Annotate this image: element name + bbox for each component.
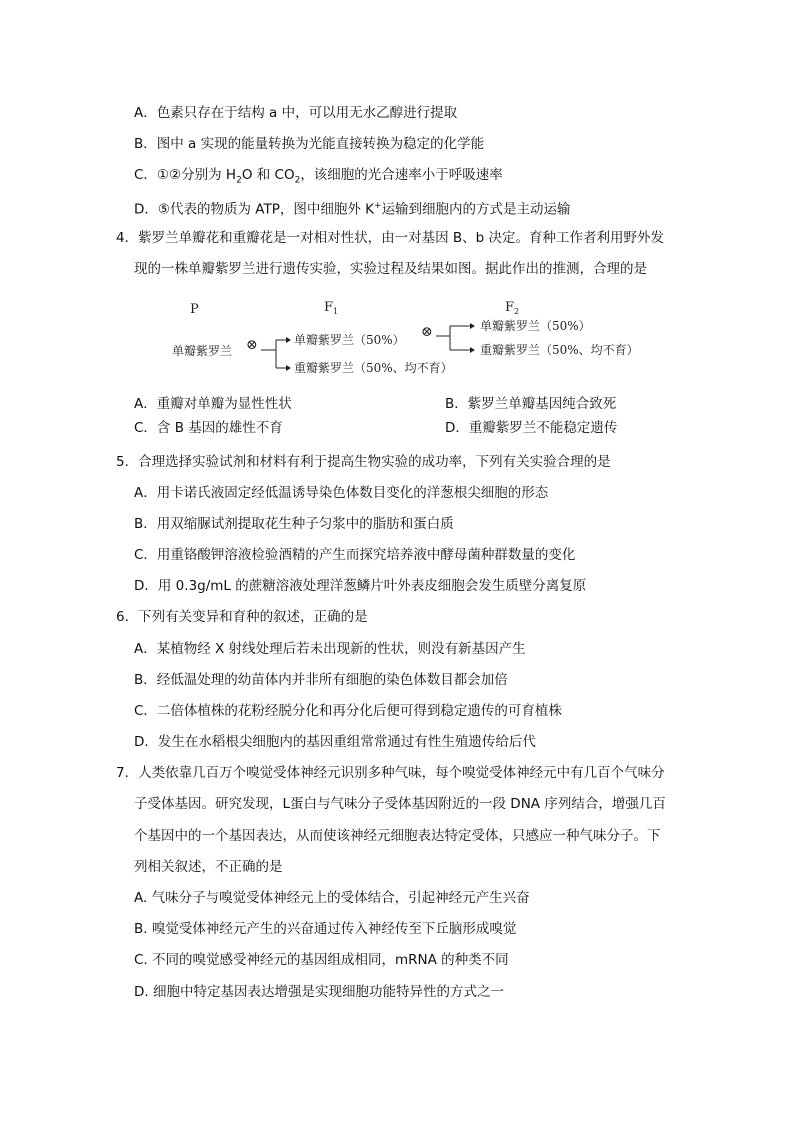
- q3-option-a: A．色素只存在于结构 a 中，可以用无水乙醇进行提取: [134, 105, 458, 121]
- f1-arrowhead-bottom: [286, 365, 291, 371]
- self-cross-symbol-1: ⊗: [246, 337, 258, 353]
- q7-stem-line2: 子受体基因。研究发现，L蛋白与气味分子受体基因附近的一段 DNA 序列结合，增强几百: [134, 796, 666, 812]
- q4-stem-line1: 4．紫罗兰单瓣花和重瓣花是一对相对性状，由一对基因 B、b 决定。育种工作者利用野外发: [116, 230, 665, 246]
- q7-option-a: A. 气味分子与嗅觉受体神经元上的受体结合，引起神经元产生兴奋: [134, 890, 530, 906]
- q3-option-c: C．①②分别为 $H_2O$ 和 $CO_2$，该细胞的光合速率小于呼吸速率: [134, 167, 503, 186]
- q3-option-b: B．图中 a 实现的能量转换为光能直接转换为稳定的化学能: [134, 136, 485, 152]
- q5-stem: 5．合理选择实验试剂和材料有利于提高生物实验的成功率，下列有关实验合理的是: [116, 454, 611, 470]
- q6-stem: 6．下列有关变异和育种的叙述，正确的是: [116, 609, 368, 625]
- q7-stem-line1: 7．人类依靠几百万个嗅觉受体神经元识别多种气味，每个嗅觉受体神经元中有几百个气味分: [116, 765, 665, 781]
- q4-option-d: D．重瓣紫罗兰不能稳定遗传: [445, 420, 618, 436]
- q4-option-c: C．含 B 基因的雄性不育: [134, 420, 283, 436]
- q6-option-b: B．经低温处理的幼苗体内并非所有细胞的染色体数目都会加倍: [134, 672, 508, 688]
- q3-option-d: D．⑤代表的物质为 ATP，图中细胞外 K+运输到细胞内的方式是主动运输: [134, 201, 571, 218]
- q7-stem-line3: 个基因中的一个基因表达，从而使该神经元细胞表达特定受体，只感应一种气味分子。下: [134, 828, 661, 844]
- parent-label: 单瓣紫罗兰: [172, 344, 233, 358]
- q5-option-b: B．用双缩脲试剂提取花生种子匀浆中的脂肪和蛋白质: [134, 516, 454, 532]
- q6-option-a: A．某植物经 X 射线处理后若未出现新的性状，则没有新基因产生: [134, 641, 526, 657]
- q5-option-c: C．用重铬酸钾溶液检验酒精的产生而探究培养液中酵母菌种群数量的变化: [134, 547, 576, 563]
- f1-double-label: 重瓣紫罗兰（50%、均不育）: [294, 361, 453, 375]
- label-f2: $F_2$: [505, 300, 520, 316]
- q5-option-d: D．用 0.3g/mL 的蔗糖溶液处理洋葱鳞片叶外表皮细胞会发生质壁分离复原: [134, 578, 587, 594]
- f2-double-label: 重瓣紫罗兰（50%、均不育）: [480, 343, 639, 357]
- label-p: P: [190, 302, 199, 317]
- f2-arrowhead-top: [470, 323, 475, 329]
- q7-stem-line4: 列相关叙述，不正确的是: [134, 859, 283, 875]
- f1-arrowhead-top: [286, 337, 291, 343]
- f2-arrowhead-bottom: [470, 347, 475, 353]
- q4-stem-line2: 现的一株单瓣紫罗兰进行遗传实验，实验过程及结果如图。据此作出的推测，合理的是: [134, 261, 647, 277]
- self-cross-symbol-2: ⊗: [421, 324, 433, 340]
- q7-option-d: D. 细胞中特定基因表达增强是实现细胞功能特异性的方式之一: [134, 984, 504, 1000]
- f1-single-label: 单瓣紫罗兰（50%）: [294, 333, 405, 347]
- q4-option-a: A．重瓣对单瓣为显性性状: [134, 396, 292, 412]
- q4-option-b: B．紫罗兰单瓣基因纯合致死: [445, 396, 617, 412]
- q7-option-b: B. 嗅觉受体神经元产生的兴奋通过传入神经传至下丘脑形成嗅觉: [134, 921, 517, 937]
- label-f1: $F_1$: [324, 300, 339, 316]
- q5-option-a: A．用卡诺氏液固定经低温诱导染色体数目变化的洋葱根尖细胞的形态: [134, 485, 549, 501]
- inheritance-diagram: [160, 296, 660, 380]
- f2-single-label: 单瓣紫罗兰（50%）: [480, 319, 591, 333]
- q7-option-c: C. 不同的嗅觉感受神经元的基因组成相同，mRNA 的种类不同: [134, 952, 509, 968]
- q6-option-d: D．发生在水稻根尖细胞内的基因重组常常通过有性生殖遗传给后代: [134, 734, 536, 750]
- q6-option-c: C．二倍体植株的花粉经脱分化和再分化后便可得到稳定遗传的可育植株: [134, 703, 562, 719]
